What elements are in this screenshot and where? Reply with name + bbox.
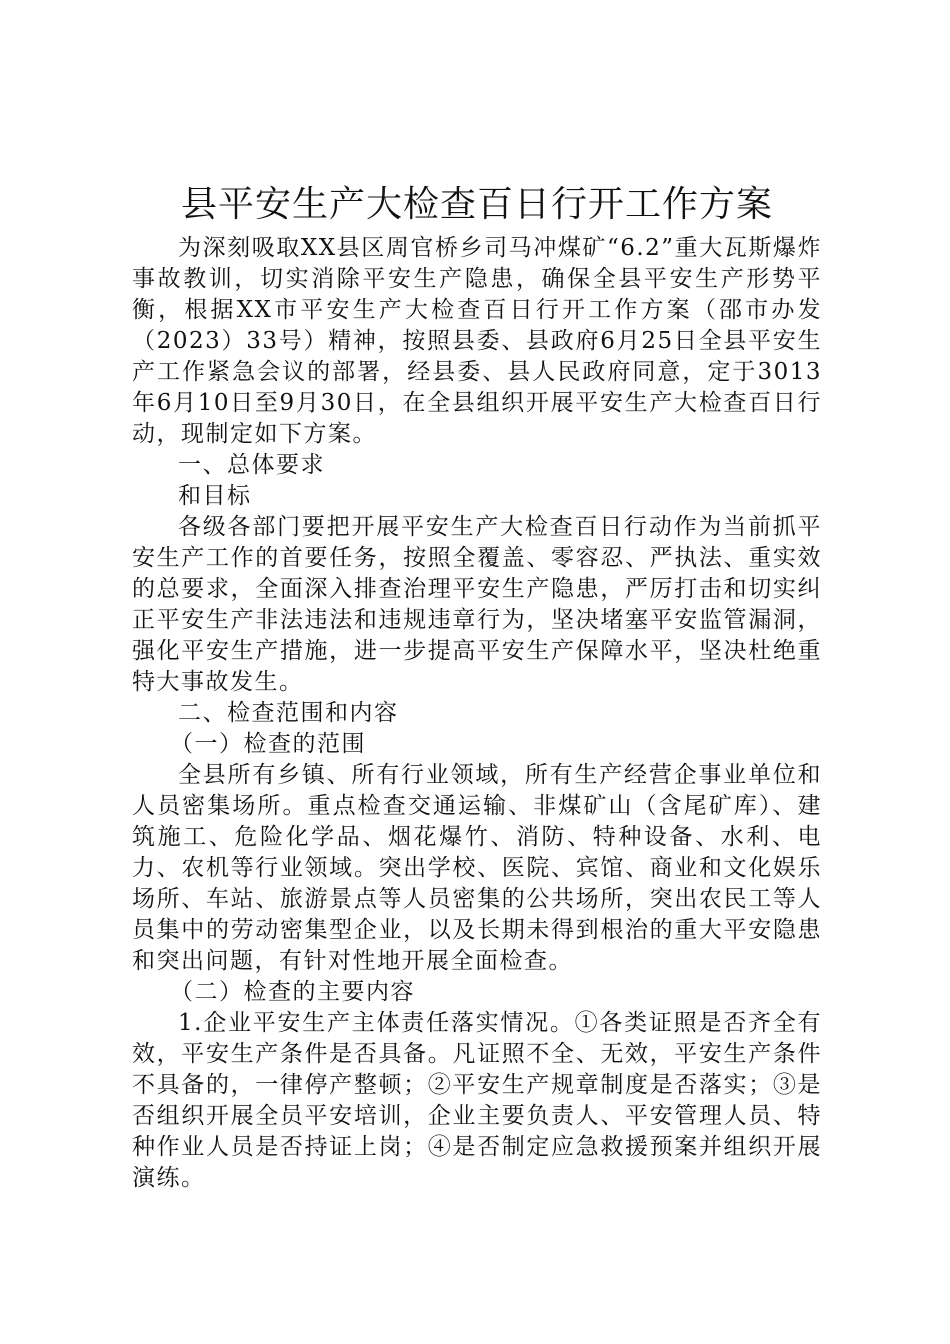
subsection2-heading: （二）检查的主要内容 [170, 979, 415, 1005]
section1-heading-continued: 和目标 [178, 483, 252, 509]
section1-paragraph: 各级各部门要把开展平安生产大检查百日行动作为当前抓平安生产工作的首要任务，按照全覆盖、零容忍、严执法、重实效的总要求，全面深入排查治理平安生产隐患，严厉打击和切实纠正平安生产非法违法和违规违章行为，坚决堵塞平安监管漏洞，强化平安生产措施，进一步提高平安生产保障水平，坚决杜绝重特大事故发生。 [132, 514, 822, 695]
section1-heading: 一、总体要求 [178, 452, 325, 478]
section2-heading: 二、检查范围和内容 [178, 700, 399, 726]
document-body [132, 233, 822, 1194]
subsection1-paragraph: 全县所有乡镇、所有行业领域，所有生产经营企事业单位和人员密集场所。重点检查交通运输、非煤矿山（含尾矿库）、建筑施工、危险化学品、烟花爆竹、消防、特种设备、水利、电力、农机等行业领域。突出学校、医院、宾馆、商业和文化娱乐场所、车站、旅游景点等人员密集的公共场所，突出农民工等人员集中的劳动密集型企业，以及长期未得到根治的重大平安隐患和突出问题，有针对性地开展全面检查。 [132, 762, 822, 974]
document-title: 县平安生产大检查百日行开工作方案 [180, 184, 773, 225]
item1-paragraph: 1.企业平安生产主体责任落实情况。①各类证照是否齐全有效，平安生产条件是否具备。凡证照不全、无效，平安生产条件不具备的，一律停产整顿；②平安生产规章制度是否落实；③是否组织开展全员平安培训，企业主要负责人、平安管理人员、特种作业人员是否持证上岗；④是否制定应急救援预案并组织开展演练。 [132, 1010, 822, 1191]
subsection1-heading: （一）检查的范围 [170, 731, 366, 757]
intro-paragraph: 为深刻吸取XX县区周官桥乡司马冲煤矿“6.2”重大瓦斯爆炸事故教训，切实消除平安生产隐患，确保全县平安生产形势平衡，根据XX市平安生产大检查百日行开工作方案（邵市办发（2023）33号）精神，按照县委、县政府6月25日全县平安生产工作紧急会议的部署，经县委、县人民政府同意，定于3013年6月10日至9月30日，在全县组织开展平安生产大检查百日行动，现制定如下方案。 [132, 235, 822, 447]
